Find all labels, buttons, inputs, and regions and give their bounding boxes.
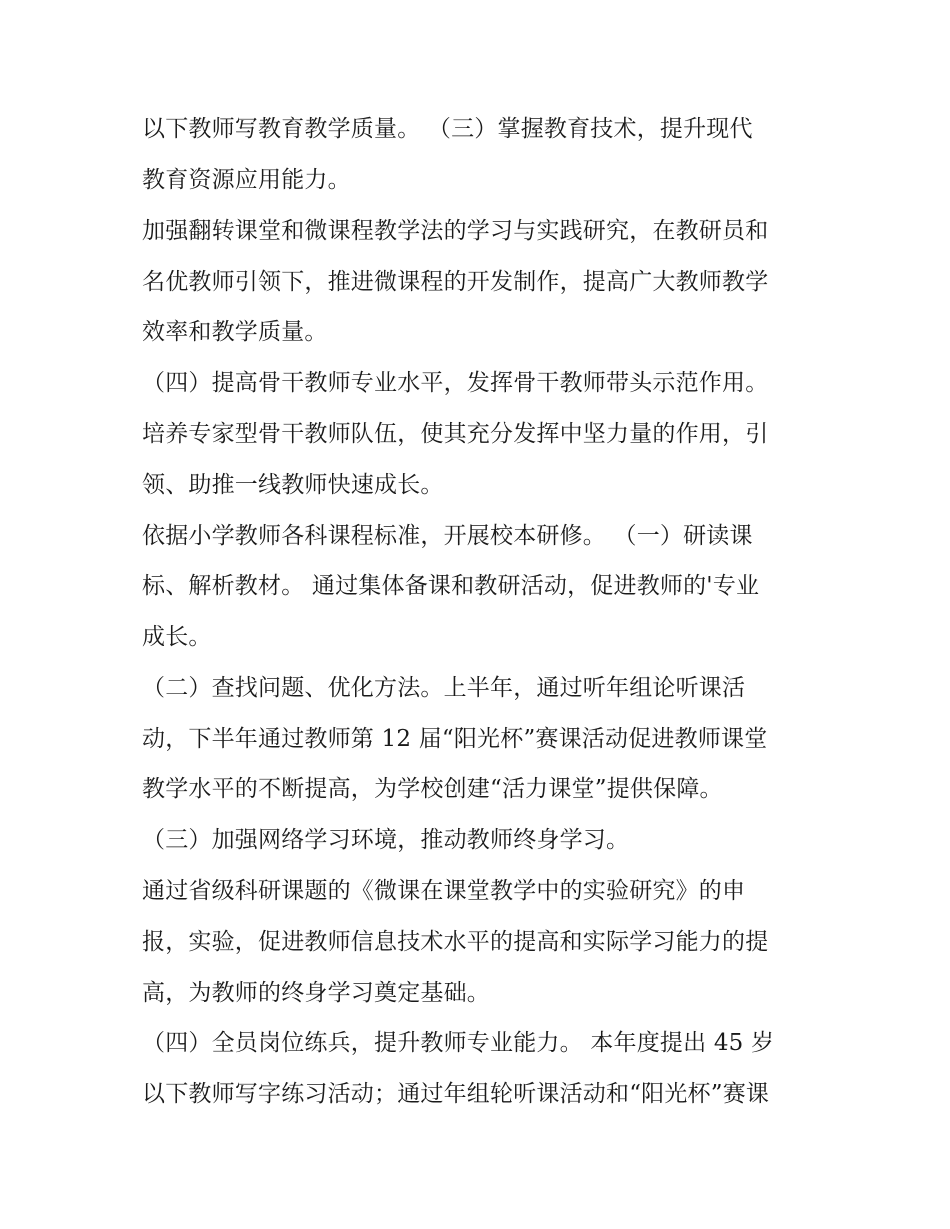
text-line: 领、助推一线教师快速成长。 [142,472,444,498]
text-line: 依据小学教师各科课程标准，开展校本研修。 （一）研读课 [142,523,753,549]
text-line: 报，实验，促进教师信息技术水平的提高和实际学习能力的提 [142,929,769,955]
text-line: （三）加强网络学习环境，推动教师终身学习。 [142,827,630,853]
text-line: 教学水平的不断提高，为学校创建“活力课堂”提供保障。 [142,776,723,802]
text-line: 以下教师写教育教学质量。 （三）掌握教育技术，提升现代 [142,116,753,142]
text-line: 标、解析教材。 通过集体备课和教研活动，促进教师的'专业 [142,573,760,599]
text-line: 名优教师引领下，推进微课程的开发制作，提高广大教师教学 [142,269,769,295]
text-line: 培养专家型骨干教师队伍，使其充分发挥中坚力量的作用，引 [142,421,769,447]
text-line: 加强翻转课堂和微课程教学法的学习与实践研究，在教研员和 [142,218,769,244]
text-line: 高，为教师的终身学习奠定基础。 [142,980,490,1006]
text-line: 效率和教学质量。 [142,319,328,345]
text-line: 通过省级科研课题的《微课在课堂教学中的实验研究》的申 [142,878,746,904]
text-line: 成长。 [142,624,212,650]
text-line: （二）查找问题、优化方法。上半年，通过听年组论听课活 [142,675,746,701]
text-line: （四）提高骨干教师专业水平，发挥骨干教师带头示范作用。 [142,370,769,396]
text-line: 以下教师写字练习活动；通过年组轮听课活动和“阳光杯”赛课 [142,1081,770,1107]
text-line: （四）全员岗位练兵，提升教师专业能力。 本年度提出 45 岁 [142,1030,775,1056]
text-line: 教育资源应用能力。 [142,167,351,193]
text-line: 动，下半年通过教师第 12 届“阳光杯”赛课活动促进教师课堂 [142,726,768,752]
